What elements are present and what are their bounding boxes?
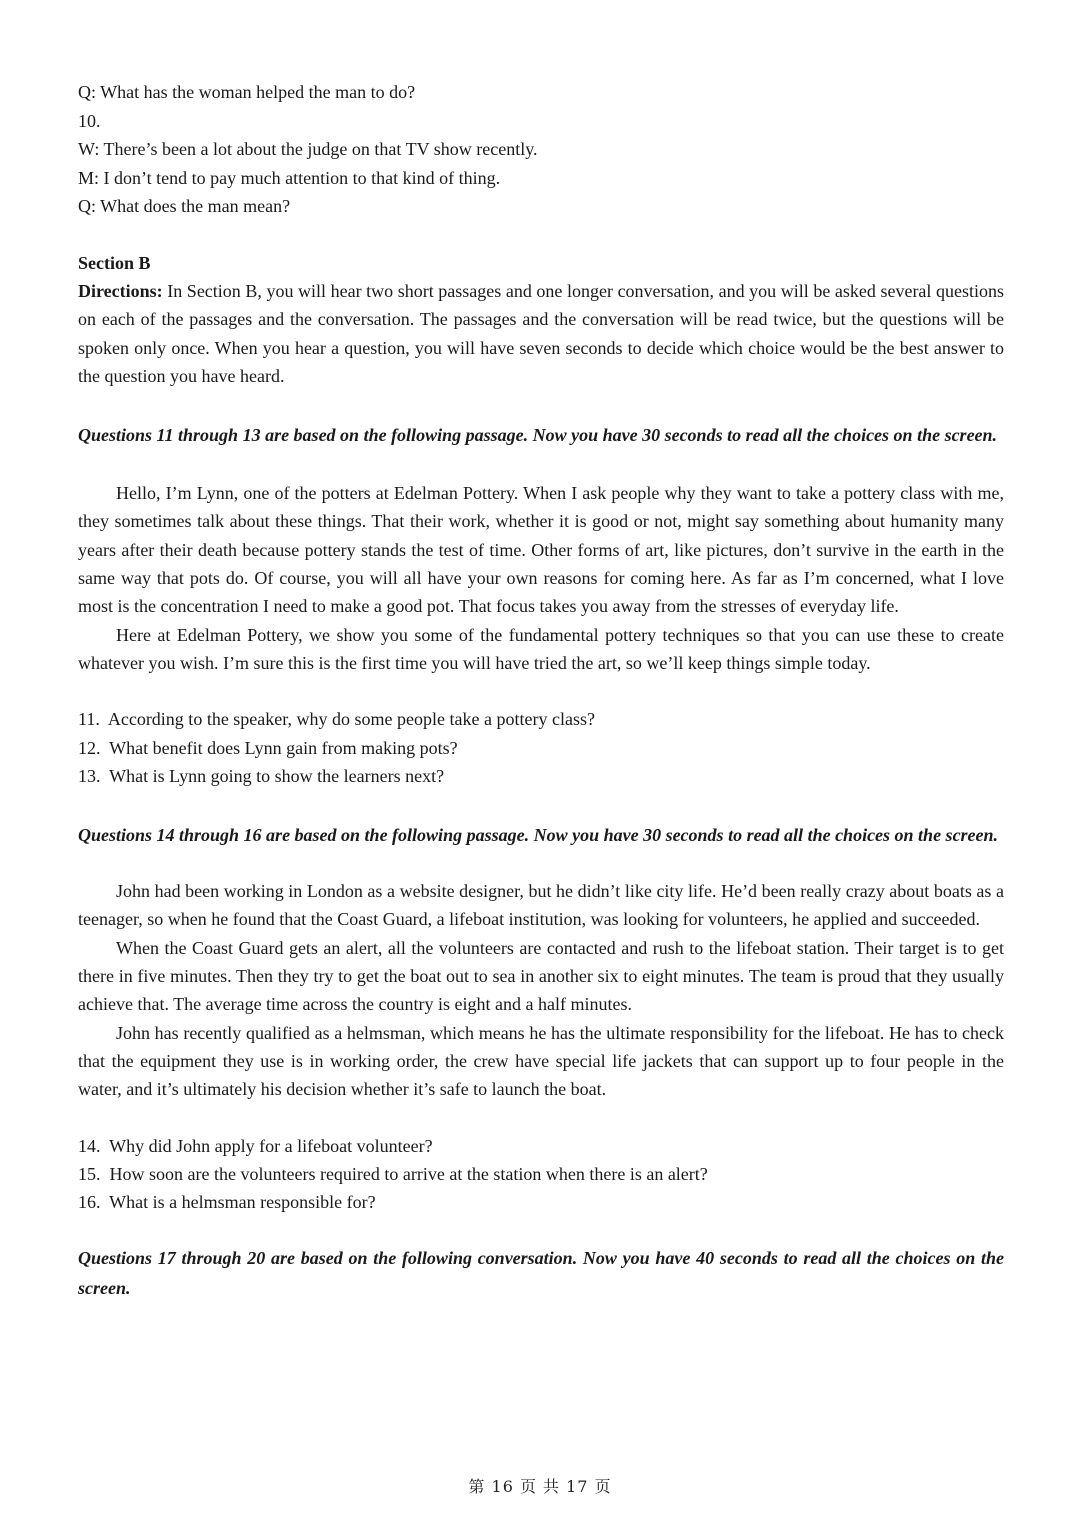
text-line: 10. bbox=[78, 110, 101, 131]
question-item: 13. What is Lynn going to show the learners next? bbox=[78, 765, 445, 786]
passage-paragraph: When the Coast Guard gets an alert, all the volunteers are contacted and rush to the lifeboat station. Their target is to get there in five minutes. Then they try to get the boat out to sea in another six to eight minutes. The team is proud that they usually achieve that. The average time across the country is eight and a half minutes. bbox=[78, 937, 1004, 1015]
passage-paragraph: John has recently qualified as a helmsman, which means he has the ultimate responsibility for the lifeboat. He has to check that the equipment they use is in working order, the crew have special life jackets that can support up to four people in the water, and it’s ultimately his decision whether it’s safe to launch the boat. bbox=[78, 1022, 1004, 1100]
question-item: 11. According to the speaker, why do some people take a pottery class? bbox=[78, 709, 595, 730]
question-list bbox=[78, 705, 1004, 790]
section-title: Section B bbox=[78, 252, 151, 273]
question-list bbox=[78, 1132, 1004, 1217]
question-item: 12. What benefit does Lynn gain from making pots? bbox=[78, 737, 458, 758]
group-instruction: Questions 11 through 13 are based on the following passage. Now you have 30 seconds to read all the choices on the screen. bbox=[78, 425, 998, 446]
directions-paragraph bbox=[78, 277, 1004, 390]
group-instruction: Questions 14 through 16 are based on the following passage. Now you have 30 seconds to read all the choices on the screen. bbox=[78, 825, 999, 846]
previous-question-lines bbox=[78, 78, 1004, 221]
passage-paragraph: Hello, I’m Lynn, one of the potters at Edelman Pottery. When I ask people why they want to take a pottery class with me, they sometimes talk about these things. That their work, whether it is good or not, might say something about humanity many years after their death because pottery stands the test of time. Other forms of art, like pictures, don’t survive in the earth in the same way that pots do. Of course, you will all have your own reasons for coming here. As far as I’m concerned, what I love most is the concentration I need to make a good pot. That focus takes you away from the stresses of everyday life. bbox=[78, 483, 1004, 617]
passage-paragraph: Here at Edelman Pottery, we show you some of the fundamental pottery techniques so that you can use these to create whatever you wish. I’m sure this is the first time you will have tried the art, so we’ll keep things simple today. bbox=[78, 624, 1004, 673]
page-footer: 第 16 页 共 17 页 bbox=[468, 1477, 612, 1496]
question-item: 15. How soon are the volunteers required to arrive at the station when there is an alert? bbox=[78, 1163, 708, 1184]
question-item: 14. Why did John apply for a lifeboat volunteer? bbox=[78, 1135, 433, 1156]
passage-paragraph: John had been working in London as a website designer, but he didn’t like city life. He’d been really crazy about boats as a teenager, so when he found that the Coast Guard, a lifeboat institution, was looking for volunteers, he applied and succeeded. bbox=[78, 881, 1004, 930]
directions-text: In Section B, you will hear two short passages and one longer conversation, and you will be asked several questions on each of the passages and the conversation. The passages and the conversation will be read twice, but the questions will be spoken only once. When you hear a question, you will have seven seconds to decide which choice would be the best answer to the question you have heard. bbox=[78, 281, 1004, 386]
text-line: M: I don’t tend to pay much attention to that kind of thing. bbox=[78, 167, 501, 188]
question-item: 16. What is a helmsman responsible for? bbox=[78, 1192, 376, 1213]
text-line: Q: What does the man mean? bbox=[78, 196, 291, 216]
text-line: Q: What has the woman helped the man to do? bbox=[78, 82, 416, 102]
exam-page bbox=[78, 78, 1004, 1303]
text-line: W: There’s been a lot about the judge on that TV show recently. bbox=[78, 139, 538, 159]
group-instruction: Questions 17 through 20 are based on the following conversation. Now you have 40 seconds to read all the choices on the screen. bbox=[78, 1248, 1004, 1299]
directions-label: Directions: bbox=[78, 281, 163, 301]
